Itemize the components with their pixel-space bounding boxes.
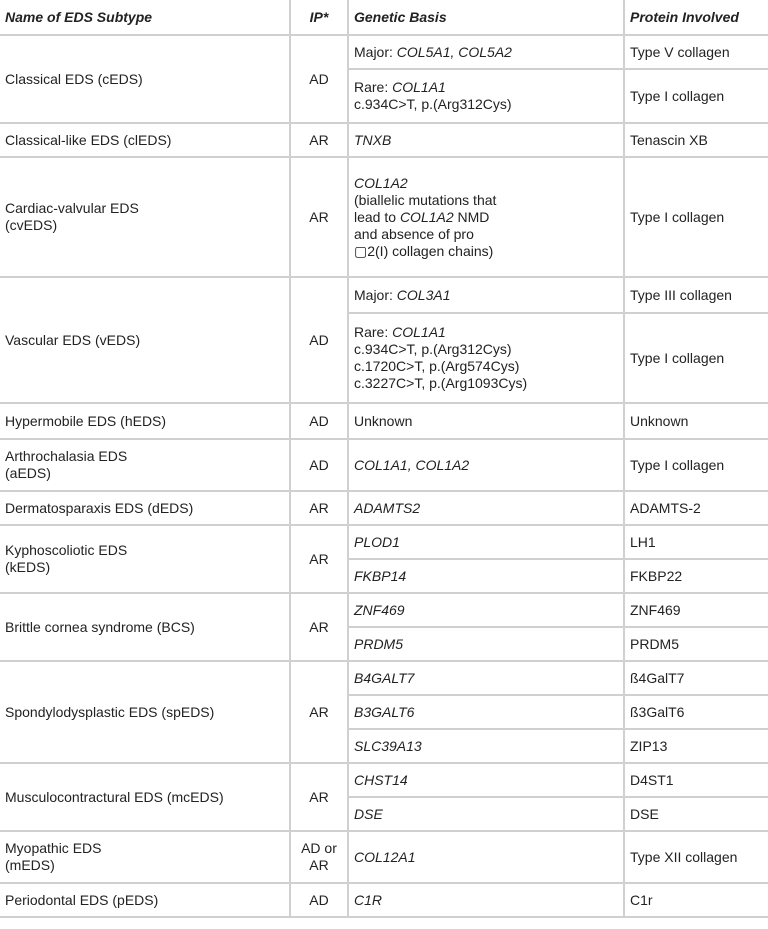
protein-cell: ADAMTS-2: [624, 491, 768, 525]
subtype-name: Classical EDS (cEDS): [0, 35, 290, 123]
subtype-name: Vascular EDS (vEDS): [0, 277, 290, 403]
genetic-cell: FKBP14: [348, 559, 624, 593]
genetic-cell: ADAMTS2: [348, 491, 624, 525]
table-row: [0, 593, 768, 627]
protein-cell: FKBP22: [624, 559, 768, 593]
protein-cell: Type XII collagen: [624, 831, 768, 883]
ip-cell: AR: [290, 593, 348, 661]
ip-cell: AD: [290, 439, 348, 491]
protein-cell: Tenascin XB: [624, 123, 768, 157]
table-row: [0, 763, 768, 797]
genetic-cell: B3GALT6: [348, 695, 624, 729]
protein-cell: ZIP13: [624, 729, 768, 763]
header-row: [0, 0, 768, 35]
header-genetic-basis: Genetic Basis: [348, 0, 624, 35]
table-row: [0, 525, 768, 559]
protein-cell: Type I collagen: [624, 439, 768, 491]
subtype-name: Periodontal EDS (pEDS): [0, 883, 290, 917]
protein-cell: Type V collagen: [624, 35, 768, 69]
table-row: [0, 277, 768, 313]
genetic-cell: ZNF469: [348, 593, 624, 627]
protein-cell: Type III collagen: [624, 277, 768, 313]
protein-cell: ZNF469: [624, 593, 768, 627]
genetic-cell: PLOD1: [348, 525, 624, 559]
protein-cell: Type I collagen: [624, 157, 768, 277]
protein-cell: C1r: [624, 883, 768, 917]
table-row: [0, 439, 768, 491]
subtype-name: Classical-like EDS (clEDS): [0, 123, 290, 157]
genetic-cell: C1R: [348, 883, 624, 917]
genetic-cell: Major: COL3A1: [348, 277, 624, 313]
ip-cell: AR: [290, 661, 348, 763]
table-row: [0, 157, 768, 277]
ip-cell: AD or AR: [290, 831, 348, 883]
table-row: [0, 831, 768, 883]
genetic-cell: B4GALT7: [348, 661, 624, 695]
protein-cell: ß3GalT6: [624, 695, 768, 729]
subtype-name: Arthrochalasia EDS (aEDS): [0, 439, 290, 491]
ip-cell: AR: [290, 763, 348, 831]
header-subtype: Name of EDS Subtype: [0, 0, 290, 35]
genetic-cell: Rare: COL1A1 c.934C>T, p.(Arg312Cys) c.1720C>T, p.(Arg574Cys) c.3227C>T, p.(Arg1093Cys): [348, 313, 624, 403]
table-row: [0, 491, 768, 525]
subtype-name: Brittle cornea syndrome (BCS): [0, 593, 290, 661]
genetic-cell: COL1A1, COL1A2: [348, 439, 624, 491]
subtype-name: Hypermobile EDS (hEDS): [0, 403, 290, 439]
ip-cell: AR: [290, 491, 348, 525]
protein-cell: LH1: [624, 525, 768, 559]
subtype-name: Spondylodysplastic EDS (spEDS): [0, 661, 290, 763]
genetic-cell: Major: COL5A1, COL5A2: [348, 35, 624, 69]
table-row: [0, 661, 768, 695]
genetic-cell: Unknown: [348, 403, 624, 439]
table-row: [0, 403, 768, 439]
genetic-cell: SLC39A13: [348, 729, 624, 763]
genetic-cell: DSE: [348, 797, 624, 831]
subtype-name: Musculocontractural EDS (mcEDS): [0, 763, 290, 831]
ip-cell: AD: [290, 883, 348, 917]
protein-cell: D4ST1: [624, 763, 768, 797]
protein-cell: Type I collagen: [624, 69, 768, 123]
ip-cell: AD: [290, 403, 348, 439]
genetic-cell: CHST14: [348, 763, 624, 797]
ip-cell: AD: [290, 277, 348, 403]
ip-cell: AR: [290, 525, 348, 593]
protein-cell: Type I collagen: [624, 313, 768, 403]
subtype-name: Myopathic EDS (mEDS): [0, 831, 290, 883]
protein-cell: DSE: [624, 797, 768, 831]
genetic-cell: PRDM5: [348, 627, 624, 661]
table-row: [0, 883, 768, 917]
genetic-cell: TNXB: [348, 123, 624, 157]
ip-cell: AD: [290, 35, 348, 123]
subtype-name: Dermatosparaxis EDS (dEDS): [0, 491, 290, 525]
genetic-cell: Rare: COL1A1 c.934C>T, p.(Arg312Cys): [348, 69, 624, 123]
protein-cell: ß4GalT7: [624, 661, 768, 695]
table-row: [0, 35, 768, 69]
ip-cell: AR: [290, 123, 348, 157]
header-protein: Protein Involved: [624, 0, 768, 35]
table-row: [0, 123, 768, 157]
subtype-name: Kyphoscoliotic EDS (kEDS): [0, 525, 290, 593]
genetic-cell: COL12A1: [348, 831, 624, 883]
protein-cell: PRDM5: [624, 627, 768, 661]
genetic-cell: COL1A2 (biallelic mutations that lead to COL1A2 NMD and absence of pro ▢2(I) collagen chains): [348, 157, 624, 277]
subtype-name: Cardiac-valvular EDS (cvEDS): [0, 157, 290, 277]
protein-cell: Unknown: [624, 403, 768, 439]
header-ip: IP*: [290, 0, 348, 35]
ip-cell: AR: [290, 157, 348, 277]
